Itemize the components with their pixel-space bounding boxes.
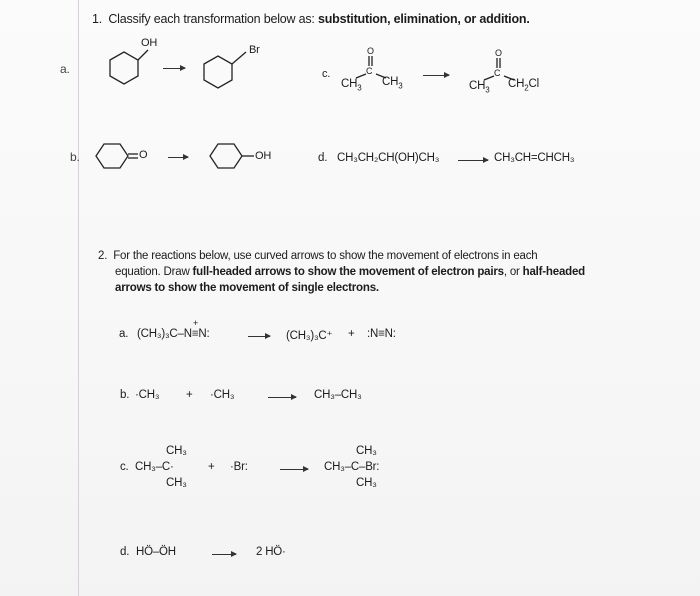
reaction-c-product-bottom: CH₃ bbox=[356, 477, 377, 489]
reaction-c-product-top: CH₃ bbox=[356, 445, 377, 457]
question-2-line3: arrows to show the movement of single electrons. bbox=[115, 282, 379, 294]
question-1-title bbox=[92, 12, 530, 26]
reaction-d-reactant: HÖ–ÖH bbox=[136, 546, 176, 558]
reaction-b-reactant1: ·CH₃ bbox=[135, 389, 160, 401]
part-b-right-group: OH bbox=[255, 150, 272, 162]
part-c-left-c: C bbox=[366, 66, 373, 76]
reaction-a-positive-charge: + bbox=[193, 318, 199, 328]
reaction-c-plus: + bbox=[208, 461, 215, 473]
part-d-label: d. bbox=[318, 152, 328, 164]
part-d-reactant: CH₃CH₂CH(OH)CH₃ bbox=[337, 152, 440, 164]
question-1-prefix: Classify each transformation below as: bbox=[108, 12, 318, 26]
reaction-b-reactant2: ·CH₃ bbox=[210, 389, 235, 401]
reaction-a-label: a. bbox=[119, 328, 129, 340]
reaction-d-arrow bbox=[212, 554, 236, 555]
reaction-a-reactant: (CH₃)₃C–N≡N: bbox=[137, 328, 210, 340]
reaction-c-product-mid: CH₃–C–Br: bbox=[324, 461, 380, 473]
part-c-right-c: C bbox=[494, 68, 501, 78]
question-2-line1 bbox=[98, 250, 537, 262]
reaction-c-arrow bbox=[280, 469, 308, 470]
part-b-left-group: O bbox=[139, 149, 148, 161]
reaction-c-label: c. bbox=[120, 461, 129, 473]
reaction-a-product2: :N≡N: bbox=[367, 328, 396, 340]
reaction-c-reactant-top: CH₃ bbox=[166, 445, 187, 457]
question-1-bold: substitution, elimination, or addition. bbox=[317, 12, 530, 26]
reaction-c-reactant-mid: CH₃–C· bbox=[135, 461, 174, 473]
part-d-product: CH₃CH=CHCH₃ bbox=[494, 152, 575, 164]
reaction-a-arrow bbox=[248, 336, 270, 337]
question-2-line2: equation. Draw full-headed arrows to show the movement of electron pairs, or half-headed bbox=[115, 266, 585, 278]
question-2-number: 2. bbox=[98, 250, 108, 262]
part-d-arrow bbox=[458, 160, 488, 161]
part-a-left-group: OH bbox=[141, 37, 158, 49]
reaction-a-plus: + bbox=[348, 328, 355, 340]
part-c-right-o: O bbox=[495, 48, 502, 58]
part-c-product-ch2cl: $CH_2Cl$ bbox=[508, 78, 539, 93]
reaction-b-product: CH₃–CH₃ bbox=[314, 389, 362, 401]
reaction-b-label: b. bbox=[120, 389, 130, 401]
part-c-reactant-left-ch3: $CH_3$ bbox=[341, 78, 362, 93]
part-a-label: a. bbox=[60, 62, 70, 76]
reaction-c-reactant-bottom: CH₃ bbox=[166, 477, 187, 489]
part-c-left-o: O bbox=[367, 46, 374, 56]
part-c-product-ch3: $CH_3$ bbox=[469, 80, 490, 95]
part-a-right-group: Br bbox=[249, 44, 260, 56]
margin-line bbox=[78, 0, 79, 596]
question-1-number: 1. bbox=[92, 12, 103, 26]
part-b-label: b. bbox=[70, 150, 80, 164]
reaction-b-arrow bbox=[268, 397, 296, 398]
part-c-label: c. bbox=[322, 68, 331, 80]
reaction-d-product: 2 HÖ· bbox=[256, 546, 286, 558]
cyclohexanone-structure bbox=[92, 138, 162, 178]
part-a-arrow bbox=[163, 68, 185, 69]
question-2-text1: For the reactions below, use curved arrows to show the movement of electrons in each bbox=[113, 250, 538, 262]
part-c-arrow bbox=[423, 75, 449, 76]
reaction-c-reactant2: ·Br: bbox=[230, 461, 248, 473]
reaction-d-label: d. bbox=[120, 546, 130, 558]
part-b-arrow bbox=[168, 157, 188, 158]
reaction-b-plus: + bbox=[186, 389, 193, 401]
reaction-a-product1: (CH₃)₃C⁺ bbox=[286, 330, 333, 342]
part-c-reactant-right-ch3: $CH_3$ bbox=[382, 76, 403, 91]
